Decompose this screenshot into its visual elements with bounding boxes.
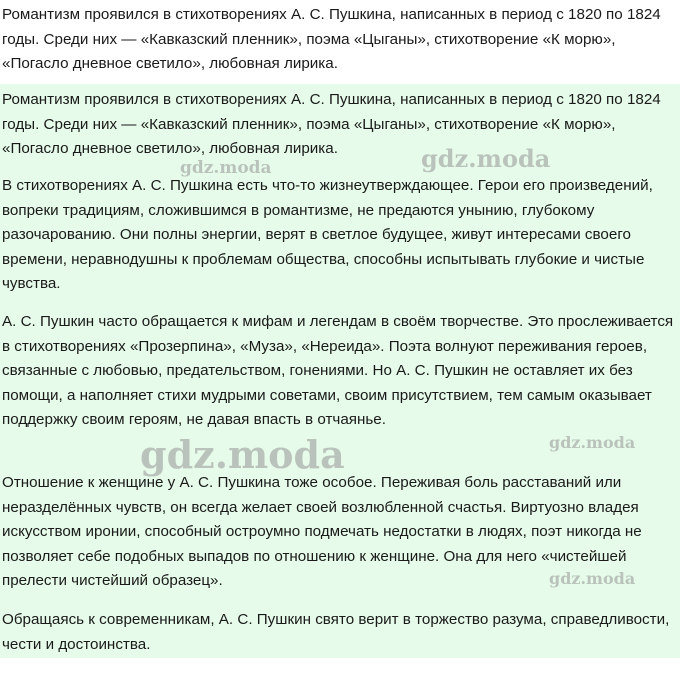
watermark: gdz.moda bbox=[549, 569, 636, 588]
answer-paragraph-1: Романтизм проявился в стихотворениях А. С. Пушкина, написанных в период с 1820 по 1824 годы. Среди них — «Кавказский пленник», поэма «Цыганы», стихотворение «К морю», «Погасло дневное светило», любовная лирика. bbox=[2, 91, 661, 157]
watermark: gdz.moda bbox=[180, 158, 272, 178]
watermark: gdz.moda bbox=[140, 432, 345, 477]
answer-paragraph-2: В стихотворениях А. С. Пушкина есть что-то жизнеутверждающее. Герои его произведений, вопреки традициям, сложившимся в романтизме, не предаются унынию, глубокому разочарованию. Они полны энергии, верят в светлое будущее, живут интересами своего времени, неравнодушны к проблемам общества, способны испытывать глубокие и чистые чувства. bbox=[2, 177, 653, 292]
answer-paragraph-4: Отношение к женщине у А. С. Пушкина тоже особое. Переживая боль расставаний или неразделённых чувств, он всегда желает своей возлюбленной счастья. Виртуозно владея искусством иронии, способный остроумно подмечать недостатки в людях, поэт никогда не позволяет себе подобных выпадов по отношению к женщине. Она для него «чистейшей прелести чистейший образец». bbox=[2, 474, 642, 589]
question-paragraph: Романтизм проявился в стихотворениях А. С. Пушкина, написанных в период с 1820 по 1824 годы. Среди них — «Кавказский пленник», поэма «Цыганы», стихотворение «К морю», «Погасло дневное светило», любовная лирика. bbox=[2, 6, 661, 72]
answer-paragraph-5: Обращаясь к современникам, А. С. Пушкин свято верит в торжество разума, справедливости, чести и достоинства. bbox=[2, 611, 670, 653]
answer-paragraph-3: А. С. Пушкин часто обращается к мифам и легендам в своём творчестве. Это прослеживается в стихотворениях «Прозерпина», «Муза», «Нереида». Поэта волнуют переживания героев, связанные с любовью, предательством, гонениями. Но А. С. Пушкин не оставляет их без помощи, а наполняет стихи мудрыми советами, своим присутствием, тем самым оказывает поддержку своим героям, не давая впасть в отчаянье. bbox=[2, 313, 674, 428]
watermark: gdz.moda bbox=[549, 433, 636, 452]
watermark: gdz.moda bbox=[421, 144, 551, 173]
